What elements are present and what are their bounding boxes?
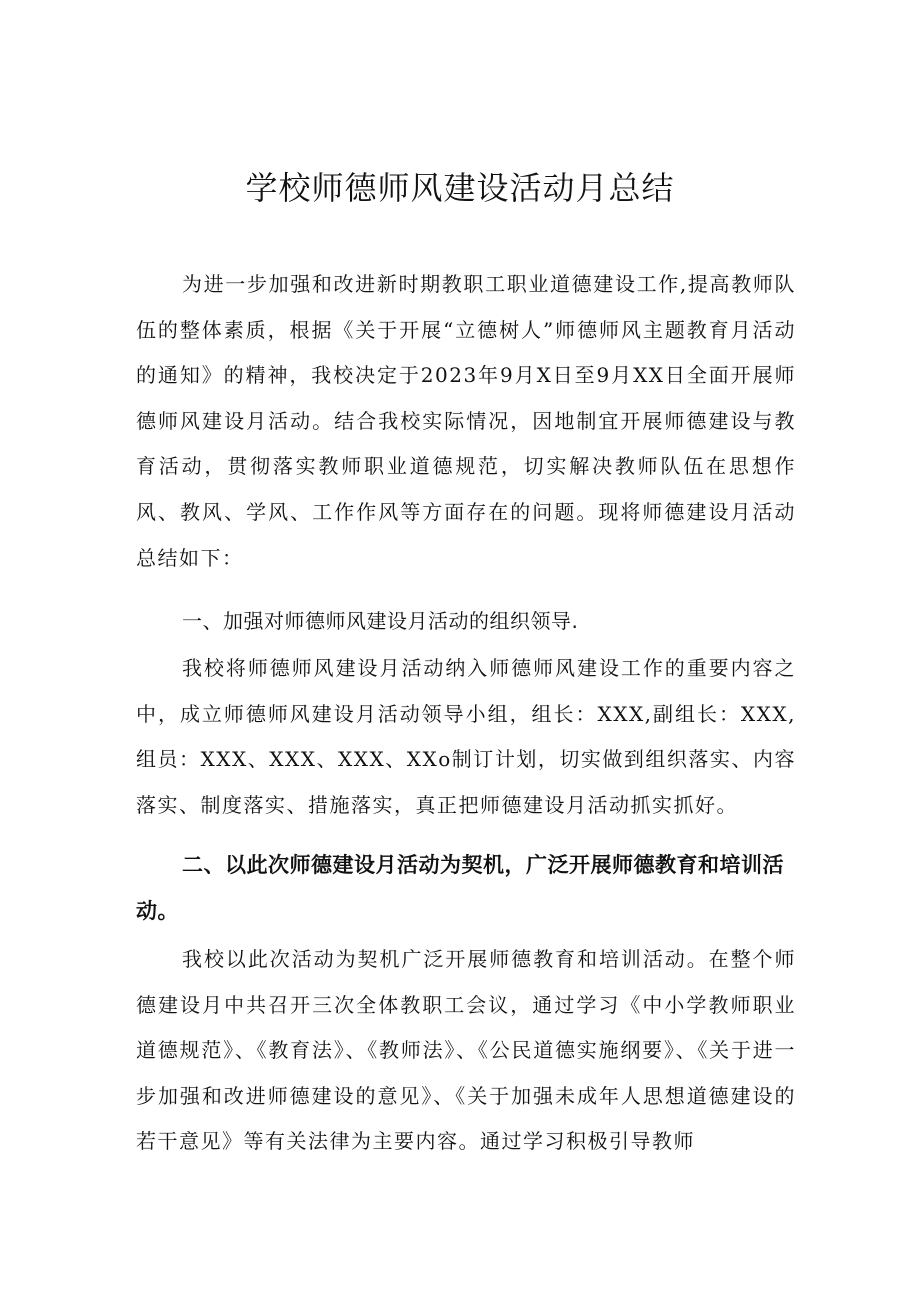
section-heading-2: 二、以此次师德建设月活动为契机，广泛开展师德教育和培训活动。: [136, 853, 784, 923]
section-heading-1: 一、加强对师德师风建设月活动的组织领导.: [182, 609, 579, 633]
paragraph-intro: 为进一步加强和改进新时期教职工职业道德建设工作,提高教师队伍的整体素质，根据《关于开展“立德树人”师德师风主题教育月活动的通知》的精神，我校决定于2023年9月X日至9月XX日全面开展师德师风建设月活动。结合我校实际情况，因地制宜开展师德建设与教育活动，贯彻落实教师职业道德规范，切实解决教师队伍在思想作风、教风、学风、工作作风等方面存在的问题。现将师德建设月活动总结如下：: [136, 272, 796, 570]
page-title: 学校师德师风建设活动月总结: [245, 169, 675, 207]
paragraph-training: 我校以此次活动为契机广泛开展师德教育和培训活动。在整个师德建设月中共召开三次全体教职工会议，通过学习《中小学教师职业道德规范》、《教育法》、《教师法》、《公民道德实施纲要》、《关于进一步加强和改进师德建设的意见》、《关于加强未成年人思想道德建设的若干意见》等有关法律为主要内容。通过学习积极引导教师: [136, 947, 796, 1154]
paragraph-organization: 我校将师德师风建设月活动纳入师德师风建设工作的重要内容之中，成立师德师风建设月活动领导小组，组长：XXX,副组长：XXX,组员：XXX、XXX、XXX、XXo制订计划，切实做到组织落实、内容落实、制度落实、措施落实，真正把师德建设月活动抓实抓好。: [136, 656, 796, 817]
